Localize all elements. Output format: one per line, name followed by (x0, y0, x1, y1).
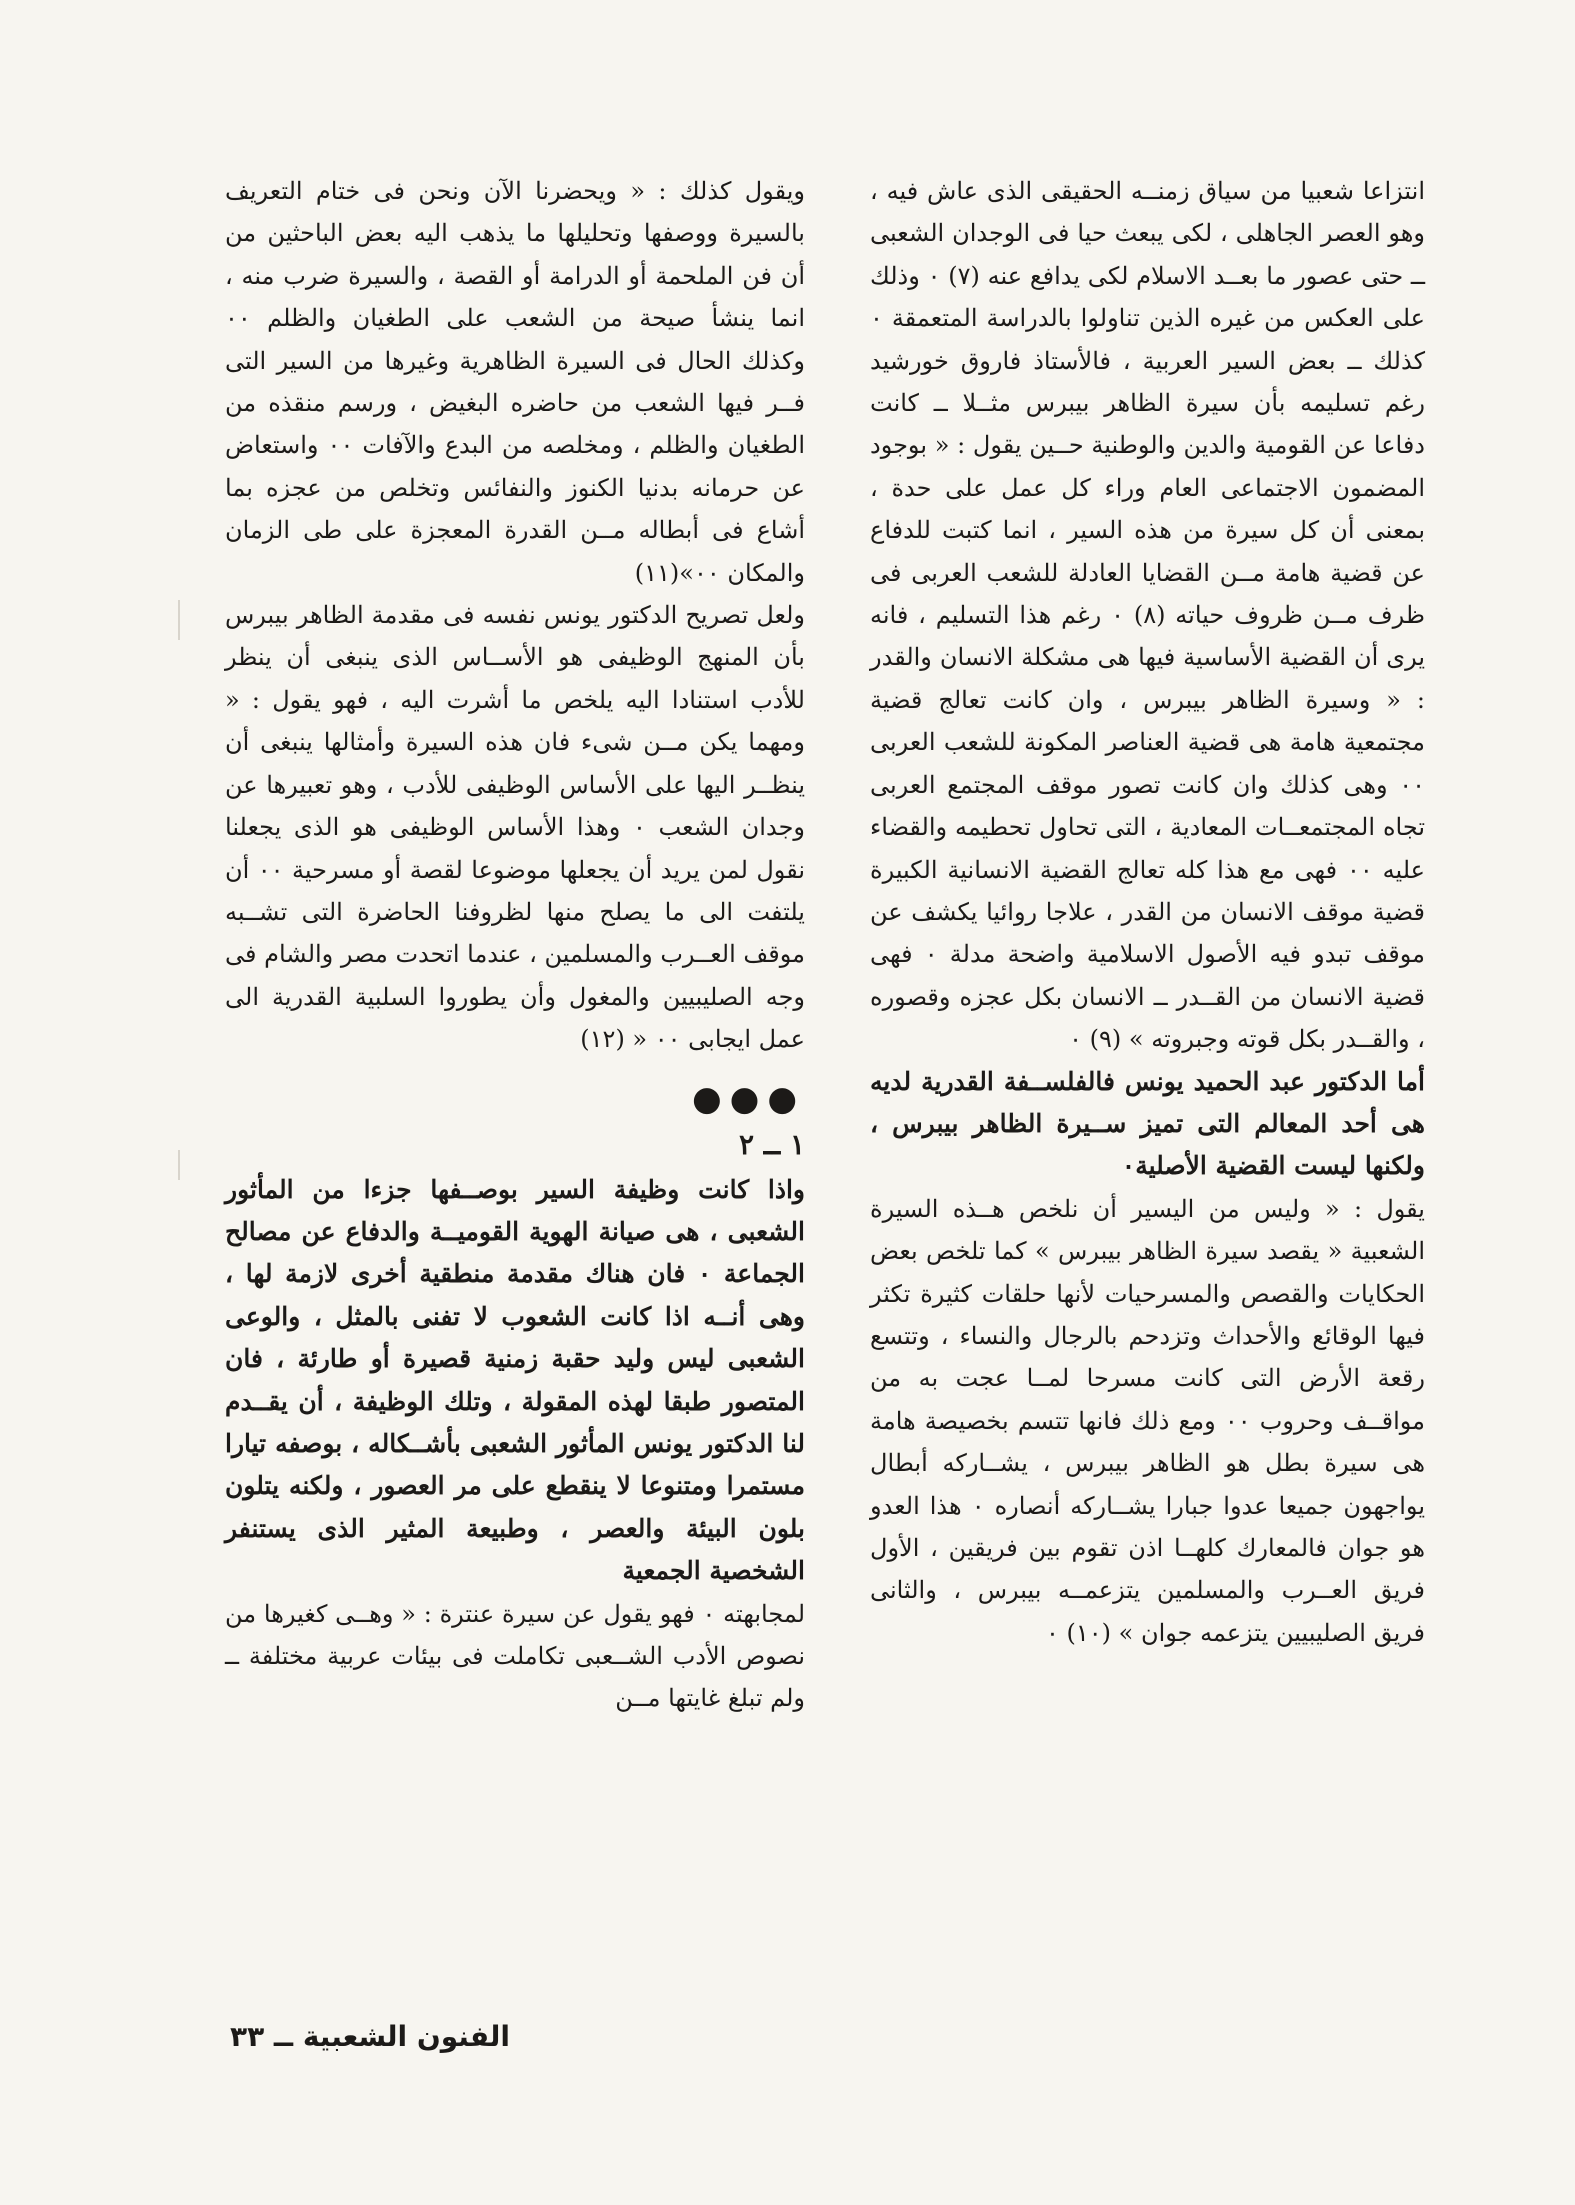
left-paragraph-3-bold: واذا كانت وظيفة السير بوصــفها جزءا من المأثور الشعبى ، هى صيانة الهوية القوميــة والدفاع عن مصالح الجماعة ٠ فان هناك مقدمة منطقية أخرى لازمة لها ، وهى أنــه اذا كانت الشعوب لا تفنى بالمثل ، والوعى الشعبى ليس وليد حقبة زمنية قصيرة أو طارئة ، فان المتصور طبقا لهذه المقولة ، وتلك الوظيفة ، أن يقــدم لنا الدكتور يونس المأثور الشعبى بأشــكاله ، بوصفه تيارا مستمرا ومتنوعا لا ينقطع على مر العصور ، ولكنه يتلون بلون البيئة والعصر ، وطبيعة المثير الذى يستنفر الشخصية الجمعية (225, 1174, 805, 1586)
right-paragraph-3: يقول : « وليس من اليسير أن نلخص هــذه السيرة الشعبية « يقصد سيرة الظاهر بيبرس » كما تلخص بعض الحكايات والقصص والمسرحيات لأنها حلقات كثيرة تكثر فيها الوقائع والأحداث وتزدحم بالرجال والنساء ، وتتسع رقعة الأرض التى كانت مسرحا لمــا عجت به من مواقــف وحروب ٠٠ ومع ذلك فانها تتسم بخصيصة هامة هى سيرة بطل هو الظاهر بيبرس ، يشــاركه أبطال يواجهون جميعا عدوا جبارا يشــاركه أنصاره ٠ هذا العدو هو جوان فالمعارك كلهــا اذن تقوم بين فريقين ، الأول فريق العــرب والمسلمين يتزعمــه بيبرس ، والثانى فريق الصليبيين يتزعمه جوان » (١٠) ٠ (870, 1194, 1425, 1647)
left-paragraph-1: ويقول كذلك : « ويحضرنا الآن ونحن فى ختام التعريف بالسيرة ووصفها وتحليلها ما يذهب اليه بعض الباحثين من أن فن الملحمة أو الدرامة أو القصة ، والسيرة ضرب منه ، انما ينشأ صيحة من الشعب على الطغيان والظلم ٠٠ وكذلك الحال فى السيرة الظاهرية وغيرها من السير التى فــر فيها الشعب من حاضره البغيض ، ورسم منقذه من الطغيان والظلم ، ومخلصه من البدع والآفات ٠٠ واستعاض عن حرمانه بدنيا الكنوز والنفائس وتخلص من عجزه بما أشاع فى أبطاله مــن القدرة المعجزة على طى الزمان والمكان ٠٠»(١١) (225, 177, 805, 587)
margin-mark (178, 1150, 180, 1180)
section-number: ١ ــ ٢ (739, 1127, 805, 1161)
left-paragraph-4: لمجابهته ٠ فهو يقول عن سيرة عنترة : « وهــى كغيرها من نصوص الأدب الشــعبى تكاملت فى بيئات عربية مختلفة ــ ولم تبلغ غايتها مــن (225, 1599, 806, 1713)
left-paragraph-2: ولعل تصريح الدكتور يونس نفسه فى مقدمة الظاهر بيبرس بأن المنهج الوظيفى هو الأســاس الذى ينبغى أن ينظر للأدب استنادا اليه يلخص ما أشرت اليه ، فهو يقول : « ومهما يكن مــن شىء فان هذه السيرة وأمثالها ينبغى أن ينظــر اليها على الأساس الوظيفى للأدب ، وهو تعبيرها عن وجدان الشعب ٠ وهذا الأساس الوظيفى هو الذى يجعلنا نقول لمن يريد أن يجعلها موضوعا لقصة أو مسرحية ٠٠ أن يلتفت الى ما يصلح منها لظروفنا الحاضرة التى تشــبه موقف العــرب والمسلمين ، عندما اتحدت مصر والشام فى وجه الصليبيين والمغول وأن يطوروا السلبية القدرية الى عمل ايجابى ٠٠ « (١٢) (225, 601, 806, 1054)
page-footer: الفنون الشعبية ــ ٣٣ (230, 2020, 510, 2053)
margin-mark (178, 600, 180, 640)
left-column (225, 170, 805, 1720)
right-paragraph-1: انتزاعا شعبيا من سياق زمنــه الحقيقى الذى عاش فيه ، وهو العصر الجاهلى ، لكى يبعث حيا فى الوجدان الشعبى ــ حتى عصور ما بعــد الاسلام لكى يدافع عنه (٧) ٠ وذلك على العكس من غيره الذين تناولوا بالدراسة المتعمقة ٠ كذلك ــ بعض السير العربية ، فالأستاذ فاروق خورشيد رغم تسليمه بأن سيرة الظاهر بيبرس مثــلا ــ كانت دفاعا عن القومية والدين والوطنية حــين يقول : « بوجود المضمون الاجتماعى العام وراء كل عمل على حدة ، بمعنى أن كل سيرة من هذه السير ، انما كتبت للدفاع عن قضية هامة مــن القضايا العادلة للشعب العربى فى ظرف مــن ظروف حياته (٨) ٠ رغم هذا التسليم ، فانه يرى أن القضية الأساسية فيها هى مشكلة الانسان والقدر : « وسيرة الظاهر بيبرس ، وان كانت تعالج قضية مجتمعية هامة هى قضية العناصر المكونة للشعب العربى ٠٠ وهى كذلك وان كانت تصور موقف المجتمع العربى تجاه المجتمعــات المعادية ، التى تحاول تحطيمه والقضاء عليه ٠٠ فهى مع هذا كله تعالج القضية الانسانية الكبيرة قضية موقف الانسان من القدر ، علاجا روائيا يكشف عن موقف تبدو فيه الأصول الاسلامية واضحة مدلة ٠ فهى قضية الانسان من القــدر ــ الانسان بكل عجزه وقصوره ، والقــدر بكل قوته وجبروته » (٩) ٠ (870, 177, 1425, 1054)
section-ornament: ●●● (691, 1078, 805, 1119)
right-paragraph-2-bold: أما الدكتور عبد الحميد يونس فالفلســفة القدرية لديه هى أحد المعالم التى تميز ســيرة الظاهر بيبرس ، ولكنها ليست القضية الأصلية٠ (870, 1066, 1425, 1181)
right-column (870, 170, 1425, 1654)
